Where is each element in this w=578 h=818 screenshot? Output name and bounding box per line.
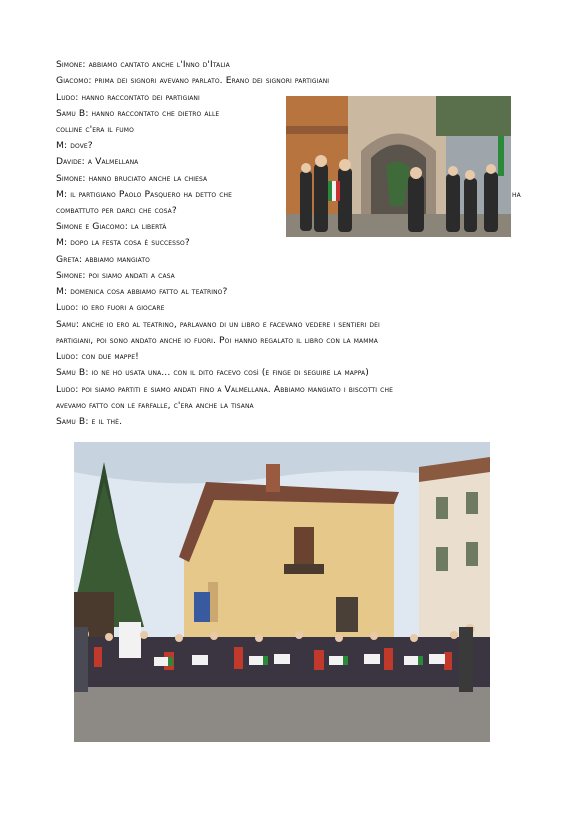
dialogue-line	[56, 75, 329, 87]
utterance: il partigiano Paolo Pasquero ha detto che	[67, 189, 233, 200]
children-group-photo	[74, 442, 490, 742]
dialogue-line	[56, 400, 254, 412]
speaker: Ludo:	[56, 384, 79, 395]
utterance: prima dei signori avevano parlato. Erano dei signori partigiani	[91, 75, 330, 86]
dialogue-line	[56, 92, 200, 104]
dialogue-line	[56, 270, 175, 282]
dialogue-line	[56, 59, 230, 71]
dialogue-line	[56, 302, 165, 314]
utterance: poi siamo andati a casa	[85, 270, 175, 281]
speaker: Samu B:	[56, 367, 89, 378]
dialogue-line	[56, 335, 378, 347]
speaker: M:	[56, 286, 68, 297]
dialogue-line	[56, 124, 134, 136]
dialogue-line	[56, 205, 177, 217]
speaker: Simone:	[56, 173, 86, 184]
utterance: poi siamo partiti e siamo andati fino a Valmellana. Abbiamo mangiato i biscotti che	[78, 384, 393, 395]
utterance: hanno raccontato dei partigiani	[78, 92, 200, 103]
speaker: Samu B:	[56, 416, 89, 427]
utterance: colline c'era il fumo	[56, 124, 134, 135]
dialogue-line	[56, 367, 369, 379]
utterance: dove?	[67, 140, 93, 151]
ceremony-photo	[286, 96, 511, 237]
speaker: Simone:	[56, 59, 86, 70]
dialogue-line	[56, 286, 228, 298]
dialogue-line	[56, 108, 219, 120]
speaker: M:	[56, 237, 68, 248]
dialogue-line	[56, 416, 122, 428]
speaker: Giacomo:	[56, 75, 92, 86]
dialogue-line	[56, 156, 138, 168]
speaker: Davide:	[56, 156, 85, 167]
utterance: domenica cosa abbiamo fatto al teatrino?	[67, 286, 228, 297]
dialogue-line	[56, 384, 393, 396]
dialogue-line	[56, 254, 150, 266]
speaker: Greta:	[56, 254, 83, 265]
speaker: Simone:	[56, 270, 86, 281]
dialogue-line	[56, 237, 190, 249]
utterance: con due mappe!	[78, 351, 139, 362]
utterance: dopo la festa cosa è successo?	[67, 237, 190, 248]
speaker: Ludo:	[56, 351, 79, 362]
utterance: hanno bruciato anche la chiesa	[85, 173, 208, 184]
utterance: combattuto per darci che cosa?	[56, 205, 177, 216]
speaker: Samu:	[56, 319, 80, 330]
speaker: Ludo:	[56, 302, 79, 313]
speaker: Samu B:	[56, 108, 89, 119]
speaker: Simone e Giacomo:	[56, 221, 128, 232]
speaker: M:	[56, 140, 68, 151]
utterance: anche io ero al teatrino, parlavano di un libro e facevano vedere i sentieri dei	[79, 319, 380, 330]
utterance: abbiamo cantato anche l'Inno d'Italia	[85, 59, 230, 70]
speaker: M:	[56, 189, 68, 200]
dialogue-line	[56, 189, 232, 201]
utterance: partigiani, poi sono andato anche io fuori. Poi hanno regalato il libro con la mamma	[56, 335, 379, 346]
utterance: e il thè.	[88, 416, 123, 427]
overflow-fragment: ha	[512, 189, 521, 200]
utterance: avevamo fatto con le farfalle, c'era anche la tisana	[56, 400, 254, 411]
dialogue-line	[56, 351, 139, 363]
dialogue-line	[56, 319, 380, 331]
dialogue-line	[56, 221, 167, 233]
dialogue-line	[56, 173, 207, 185]
utterance: a Valmellana	[84, 156, 139, 167]
utterance: abbiamo mangiato	[82, 254, 150, 265]
speaker: Ludo:	[56, 92, 79, 103]
dialogue-line	[56, 140, 93, 152]
utterance: hanno raccontato che dietro alle	[88, 108, 220, 119]
utterance: io ne ho usata una... con il dito facevo così (e finge di seguire la mappa)	[88, 367, 369, 378]
utterance: la libertà	[127, 221, 167, 232]
utterance: io ero fuori a giocare	[78, 302, 165, 313]
